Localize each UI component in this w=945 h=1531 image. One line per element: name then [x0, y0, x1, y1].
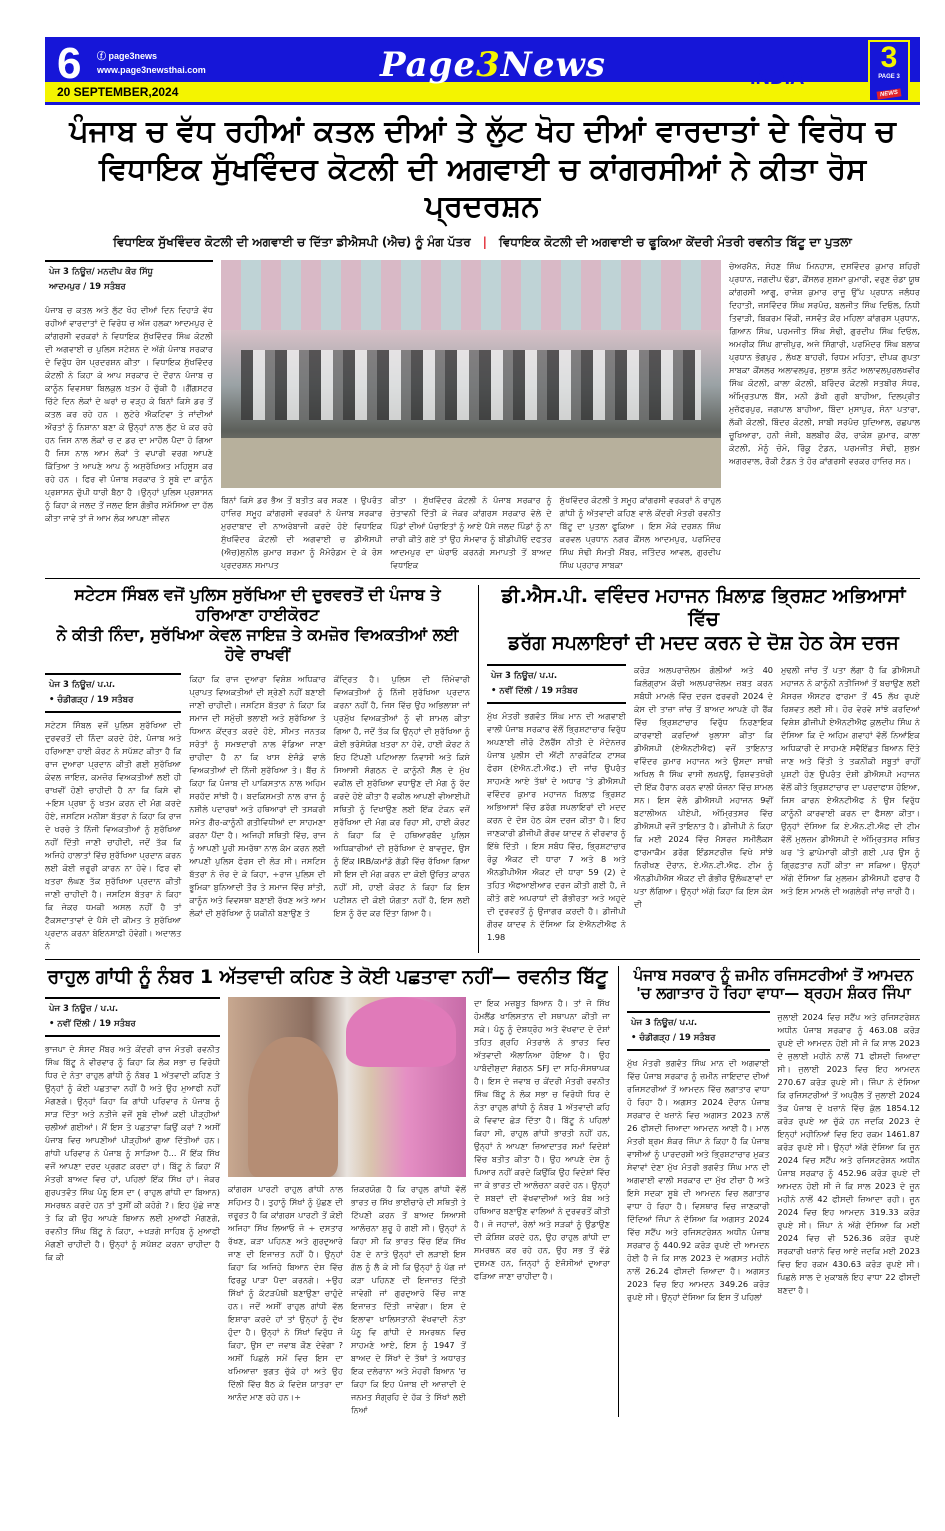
- story1: [45, 260, 920, 572]
- byline: ਪੇਜ 3 ਨਿਊਜ਼ / ਪ.ਪ. • ਨਵੀਂ ਦਿੱਲੀ / 19 ਸਤੰਬਰ: [45, 997, 220, 1037]
- story1-photo-columns: [221, 494, 721, 572]
- story3-body-col3: ਮੁਢਲੀ ਜਾਂਚ ਤੋਂ ਪਤਾ ਲੱਗਾ ਹੈ ਕਿ ਡੀਐਸਪੀ ਮਹਾਜਨ ਨੇ ਕਾਨੂੰਨੀ ਨਤੀਜਿਆਂ ਤੋਂ ਬਚਾਉਣ ਲਈ ਮੈਸਰਜ਼ ਐਸਟਰ ਫਾਰਮਾ ਤੋਂ 45 ਲੱਖ ਰੁਪਏ ਰਿਸ਼ਵਤ ਲਈ ਸੀ। ਹੋਰ ਵੇਰਵੇ ਸਾਂਝੇ ਕਰਦਿਆਂ ਵਿਸ਼ੇਸ਼ ਡੀਜੀਪੀ ਏਐਨਟੀਐਫ ਕੁਲਦੀਪ ਸਿੰਘ ਨੇ ਦੱਸਿਆ ਕਿ ਦੋ ਅਹਿਮ ਗਵਾਹਾਂ ਵੱਲੋਂ ਨਿਆਂਇਕ ਅਧਿਕਾਰੀ ਦੇ ਸਾਹਮਣੇ ਸਵੈਇੱਛਤ ਬਿਆਨ ਦਿੱਤੇ ਜਾਣ ਅਤੇ ਵਿੱਤੀ ਤੇ ਤਕਨੀਕੀ ਸਬੂਤਾਂ ਰਾਹੀਂ ਪੁਸ਼ਟੀ ਹੋਣ ਉਪਰੰਤ ਦੋਸ਼ੀ ਡੀਐਸਪੀ ਮਹਾਜਨ ਵੱਲੋਂ ਕੀਤੇ ਭ੍ਰਿਸ਼ਟਾਚਾਰ ਦਾ ਪਰਦਾਫਾਸ਼ ਹੋਇਆ, ਜਿਸ ਕਾਰਨ ਏਐਨਟੀਐਫ ਨੇ ਉਸ ਵਿਰੁੱਧ ਕਾਨੂੰਨੀ ਕਾਰਵਾਈ ਕਰਨ ਦਾ ਫੈਸਲਾ ਕੀਤਾ। ਉਨ੍ਹਾਂ ਦੱਸਿਆ ਕਿ ਏ.ਐਨ.ਟੀ.ਐਫ ਦੀ ਟੀਮ ਵੱਲੋਂ ਮੁਲਜ਼ਮ ਡੀਐਸਪੀ ਦੇ ਅੰਮ੍ਰਿਤਸਰ ਸਥਿਤ ਘਰ 'ਤੇ ਛਾਪੇਮਾਰੀ ਕੀਤੀ ਗਈ ,ਪਰ ਉਸ ਨੂੰ ਗ੍ਰਿਫ਼ਤਾਰ ਨਹੀਂ ਕੀਤਾ ਜਾ ਸਕਿਆ। ਉਨ੍ਹਾਂ ਅੱਗੇ ਦੱਸਿਆ ਕਿ ਮੁਲਜ਼ਮ ਡੀਐਸਪੀ ਫਰਾਰ ਹੈ ਅਤੇ ਇਸ ਮਾਮਲੇ ਦੀ ਅਗਲੇਰੀ ਜਾਂਚ ਜਾਰੀ ਹੈ।: [781, 664, 920, 896]
- divider: [45, 578, 920, 579]
- story5-body: [627, 1011, 920, 1304]
- website-link[interactable]: www.page3newsthai.com: [97, 65, 206, 75]
- story4-body-col1: ਭਾਜਪਾ ਦੇ ਸੰਸਦ ਮੈਂਬਰ ਅਤੇ ਕੇਂਦਰੀ ਰਾਜ ਮੰਤਰੀ ਰਵਨੀਤ ਸਿੰਘ ਬਿੱਟੂ ਨੇ ਵੀਰਵਾਰ ਨੂੰ ਕਿਹਾ ਕਿ ਲੋਕ ਸਭਾ ਚ ਵਿਰੋਧੀ ਧਿਰ ਦੇ ਨੇਤਾ ਰਾਹੁਲ ਗਾਂਧੀ ਨੂੰ ਨੰਬਰ 1 ਅੱਤਵਾਦੀ ਕਹਿਣ ਤੇ ਉਨ੍ਹਾਂ ਨੂੰ ਕੋਈ ਪਛਤਾਵਾ ਨਹੀਂ ਹੈ ਅਤੇ ਉਹ ਮੁਆਫੀ ਨਹੀਂ ਮੰਗਣਗੇ। ਉਨ੍ਹਾਂ ਕਿਹਾ ਕਿ ਗਾਂਧੀ ਪਰਿਵਾਰ ਨੇ ਪੰਜਾਬ ਨੂੰ ਸਾੜ ਦਿੱਤਾ ਅਤੇ ਨਤੀਜੇ ਵਜੋਂ ਸੂਬੇ ਦੀਆਂ ਕਈ ਪੀੜ੍ਹੀਆਂ ਚਲੀਆਂ ਗਈਆਂ। ਮੈਂ ਇਸ ਤੇ ਪਛਤਾਵਾ ਕਿਉਂ ਕਰਾਂ ? ਅਸੀਂ ਪੰਜਾਬ ਵਿਚ ਆਪਣੀਆਂ ਪੀੜ੍ਹੀਆਂ ਗੁਆ ਦਿੱਤੀਆਂ ਹਨ। ਗਾਂਧੀ ਪਰਿਵਾਰ ਨੇ ਪੰਜਾਬ ਨੂੰ ਸਾੜਿਆ ਹੈ... ਮੈਂ ਇੱਕ ਸਿੱਖ ਵਜੋਂ ਆਪਣਾ ਦਰਦ ਪ੍ਰਗਟ ਕਰਦਾ ਹਾਂ। ਬਿੱਟੂ ਨੇ ਕਿਹਾ ਮੈਂ ਮੰਤਰੀ ਬਾਅਦ ਵਿਚ ਹਾਂ, ਪਹਿਲਾਂ ਇੱਕ ਸਿੱਖ ਹਾਂ। ਜੇਕਰ ਗੁਰਪਤਵੰਤ ਸਿੰਘ ਪੰਨੂ ਇਸ ਦਾ ( ਰਾਹੁਲ ਗਾਂਧੀ ਦਾ ਬਿਆਨ) ਸਮਰਥਨ ਕਰਦੇ ਹਨ ਤਾਂ ਤੁਸੀਂ ਕੀ ਕਹੋਗੇ ?। ਇਹ ਪੁੱਛੇ ਜਾਣ ਤੇ ਕਿ ਕੀ ਉਹ ਆਪਣੇ ਬਿਆਨ ਲਈ ਮੁਆਫੀ ਮੰਗਣਗੇ, ਰਵਨੀਤ ਸਿੰਘ ਬਿੱਟੂ ਨੇ ਕਿਹਾ, ÷ਖੜਗੇ ਸਾਹਿਬ ਨੂੰ ਮੁਆਫੀ ਮੰਗਣੀ ਚਾਹੀਦੀ ਹੈ। ਉਨ੍ਹਾਂ ਨੂੰ ਸਪੱਸ਼ਟ ਕਰਨਾ ਚਾਹੀਦਾ ਹੈ ਕਿ ਕੀ: [45, 1044, 220, 1263]
- story4-body-col2: ਕਾਂਗਰਸ ਪਾਰਟੀ ਰਾਹੁਲ ਗਾਂਧੀ ਨਾਲ ਸਹਿਮਤ ਹੈ। ਤੁਹਾਨੂੰ ਸਿੱਖਾਂ ਨੂੰ ਪੁੱਛਣ ਦੀ ਜ਼ਰੂਰਤ ਹੈ ਕਿ ਕਾਂਗਰਸ ਪਾਰਟੀ ਤੋਂ ਕੋਈ ਅਜਿਹਾ ਸਿੱਖ ਲਿਆਓ ਜੋ ÷ ਦਸਤਾਰ ਰੱਖਣ, ਕੜਾ ਪਹਿਨਣ ਅਤੇ ਗੁਰਦੁਆਰੇ ਜਾਣ ਦੀ ਇਜਾਜ਼ਤ ਨਹੀਂ ਹੈ। ਉਨ੍ਹਾਂ ਕਿਹਾ ਕਿ ਅਜਿਹੇ ਬਿਆਨ ਦੇਸ਼ ਵਿੱਚ ਫਿਰਕੂ ਪਾੜਾ ਪੈਦਾ ਕਰਨਗੇ। ÷ਉਹ ਸਿੱਖਾਂ ਨੂੰ ਕੱਟੜਪੰਥੀ ਬਣਾਉਣਾ ਚਾਹੁੰਦੇ ਹਨ। ਜਦੋਂ ਅਸੀਂ ਰਾਹੁਲ ਗਾਂਧੀ ਵੱਲ ਇਸ਼ਾਰਾ ਕਰਦੇ ਹਾਂ ਤਾਂ ਉਨ੍ਹਾਂ ਨੂੰ ਦੁੱਖ ਹੁੰਦਾ ਹੈ। ਉਨ੍ਹਾਂ ਨੇ ਸਿੱਖਾਂ ਵਿਰੁੱਧ ਜੋ ਕਿਹਾ, ਉਸ ਦਾ ਜਵਾਬ ਕੌਣ ਦੇਵੇਗਾ ? ਅਸੀਂ ਪਿਛਲੇ ਸਮੇਂ ਵਿਚ ਇਸ ਦਾ ਖਮਿਆਜ਼ਾ ਭੁਗਤ ਚੁੱਕੇ ਹਾਂ ਅਤੇ ਉਹ ਦਿੱਲੀ ਵਿੱਚ ਬੈਠ ਕੇ ਵਿਦੇਸ਼ ਯਾਤਰਾ ਦਾ ਆਨੰਦ ਮਾਣ ਰਹੇ ਹਨ।÷: [228, 1184, 343, 1403]
- story4-center: [228, 997, 466, 1417]
- story4: [45, 966, 610, 1418]
- newspaper-page: [45, 0, 920, 1433]
- story2-body-col2: ਕਿਹਾ ਕਿ ਰਾਜ ਦੁਆਰਾ ਵਿਸ਼ੇਸ਼ ਅਧਿਕਾਰ ਪ੍ਰਾਪਤ ਵਿਅਕਤੀਆਂ ਦੀ ਸ਼੍ਰੇਣੀ ਨਹੀਂ ਬਣਾਈ ਜਾਣੀ ਚਾਹੀਦੀ। ਜਸਟਿਸ ਬੱਤਰਾ ਨੇ ਕਿਹਾ ਕਿ ਸਮਾਜ ਦੀ ਸਮੁੱਚੀ ਭਲਾਈ ਅਤੇ ਸੁਰੱਖਿਆ ਤੇ ਧਿਆਨ ਕੇਂਦ੍ਰਤ ਕਰਦੇ ਹੋਏ, ਸੀਮਤ ਜਨਤਕ ਸਰੋਤਾਂ ਨੂੰ ਸਮਝਦਾਰੀ ਨਾਲ ਵੰਡਿਆ ਜਾਣਾ ਚਾਹੀਦਾ ਹੈ ਨਾ ਕਿ ਖਾਸ ਏਜੰਡੇ ਵਾਲੇ ਵਿਅਕਤੀਆਂ ਦੀ ਨਿੱਜੀ ਸੁਰੱਖਿਆ ਤੇ। ਬੈਂਚ ਨੇ ਕਿਹਾ ਕਿ ਪੰਜਾਬ ਦੀ ਪਾਕਿਸਤਾਨ ਨਾਲ ਅਹਿਮ ਸਰਹੱਦ ਸਾਂਝੀ ਹੈ। ਬਦਕਿਸਮਤੀ ਨਾਲ ਰਾਜ ਨੂੰ ਨਸ਼ੀਲੇ ਪਦਾਰਥਾਂ ਅਤੇ ਹਥਿਆਰਾਂ ਦੀ ਤਸਕਰੀ ਸਮੇਤ ਗੈਰ-ਕਾਨੂੰਨੀ ਗਤੀਵਿਧੀਆਂ ਦਾ ਸਾਹਮਣਾ ਕਰਨਾ ਪੈਂਦਾ ਹੈ। ਅਜਿਹੀ ਸਥਿਤੀ ਵਿੱਚ, ਰਾਜ ਨੂੰ ਆਪਣੀ ਪੂਰੀ ਸਮਰੱਥਾ ਨਾਲ ਕੰਮ ਕਰਨ ਲਈ ਆਪਣੀ ਪੁਲਿਸ ਫੋਰਸ ਦੀ ਲੋੜ ਸੀ। ਜਸਟਿਸ ਬੱਤਰਾ ਨੇ ਜ਼ੋਰ ਦੇ ਕੇ ਕਿਹਾ, ÷ਰਾਜ ਪੁਲਿਸ ਦੀ ਭੂਮਿਕਾ ਬੁਨਿਆਦੀ ਤੌਰ ਤੇ ਸਮਾਜ ਵਿੱਚ ਸ਼ਾਂਤੀ, ਕਾਨੂੰਨ ਅਤੇ ਵਿਵਸਥਾ ਬਣਾਈ ਰੱਖਣ ਅਤੇ ਆਮ ਲੋਕਾਂ ਦੀ ਸੁਰੱਖਿਆ ਨੂੰ ਯਕੀਨੀ ਬਣਾਉਣ ਤੇ: [189, 673, 326, 918]
- story4-body-col3: ਜ਼ਿਕਰਯੋਗ ਹੈ ਕਿ ਰਾਹੁਲ ਗਾਂਧੀ ਵੱਲੋਂ ਭਾਰਤ ਚ ਸਿੱਖ ਭਾਈਚਾਰੇ ਦੀ ਸਥਿਤੀ ਤੇ ਟਿੱਪਣੀ ਕਰਨ ਤੋਂ ਬਾਅਦ ਸਿਆਸੀ ਆਲੋਚਨਾ ਸ਼ੁਰੂ ਹੋ ਗਈ ਸੀ। ਉਨ੍ਹਾਂ ਨੇ ਕਿਹਾ ਸੀ ਕਿ ਭਾਰਤ ਵਿੱਚ ਇੱਕ ਸਿੱਖ ਹੋਣ ਦੇ ਨਾਤੇ ਉਨ੍ਹਾਂ ਦੀ ਲੜਾਈ ਇਸ ਗੱਲ ਨੂੰ ਲੈ ਕੇ ਸੀ ਕਿ ਉਨ੍ਹਾਂ ਨੂੰ ਪੱਗ ਜਾਂ ਕੜਾ ਪਹਿਨਣ ਦੀ ਇਜਾਜ਼ਤ ਦਿੱਤੀ ਜਾਵੇਗੀ ਜਾਂ ਗੁਰਦੁਆਰੇ ਵਿੱਚ ਜਾਣ ਇਜਾਜ਼ਤ ਦਿੱਤੀ ਜਾਵੇਗਾ। ਇਸ ਦੇ ਇਲਾਵਾ ਖਾਲਿਸਤਾਨੀ ਵੱਖਵਾਦੀ ਨੇਤਾ ਪੰਨੂ ਵਿ ਗਾਂਧੀ ਦੇ ਸਮਰਥਨ ਵਿਚ ਸਾਹਮਣੇ ਆਏ, ਇਸ ਨੂੰ 1947 ਤੋਂ ਬਾਅਦ ਦੇ ਸਿੱਖਾਂ ਦੇ ਤੱਥਾਂ ਤੇ ਅਧਾਰਤ ਇਕ ਦਲੇਰਾਨਾ ਅਤੇ ਮੋਹਰੀ ਬਿਆਨ 'ਚ ਕਿਹਾ ਕਿ ਇਹ ਪੰਜਾਬ ਦੀ ਆਜ਼ਾਦੀ ਦੇ ਜਨਮਤ ਸੰਗ੍ਰਹਿ ਦੇ ਹੱਕ ਤੇ ਸਿੱਖਾਂ ਲਈ ਨਿਆਂ: [351, 1184, 466, 1416]
- story1-headline: ਪੰਜਾਬ ਚ ਵੱਧ ਰਹੀਆਂ ਕਤਲ ਦੀਆਂ ਤੇ ਲੁੱਟ ਖੋਹ ਦੀਆਂ ਵਾਰਦਾਤਾਂ ਦੇ ਵਿਰੋਧ ਚ ਵਿਧਾਇਕ ਸੁੱਖਵਿੰਦਰ ਕੋਟਲੀ ਦੀ ਅਗਵਾਈ ਚ ਕਾਂਗਰਸੀਆਂ ਨੇ ਕੀਤਾ ਰੋਸ ਪ੍ਰਦਰਸ਼ਨ: [69, 114, 896, 224]
- divider: [618, 966, 619, 1418]
- social-handle[interactable]: page3news: [108, 51, 158, 61]
- story2-body-col1: ਸਟੇਟਸ ਸਿੰਬਲ ਵਜੋਂ ਪੁਲਿਸ ਸੁਰੱਖਿਆ ਦੀ ਦੁਰਵਰਤੋਂ ਦੀ ਨਿੰਦਾ ਕਰਦੇ ਹੋਏ, ਪੰਜਾਬ ਅਤੇ ਹਰਿਆਣਾ ਹਾਈ ਕੋਰਟ ਨੇ ਸਪੱਸ਼ਟ ਕੀਤਾ ਹੈ ਕਿ ਰਾਜ ਦੁਆਰਾ ਪ੍ਰਦਾਨ ਕੀਤੀ ਗਈ ਸੁਰੱਖਿਆ ਕੇਵਲ ਜਾਇਜ਼, ਕਮਜ਼ੋਰ ਵਿਅਕਤੀਆਂ ਲਈ ਹੀ ਰਾਖਵੀਂ ਹੋਣੀ ਚਾਹੀਦੀ ਹੈ ਨਾ ਕਿ ਕਿਸੇ ਵੀ ÷ਇਸ ਪ੍ਰਥਾ ਨੂੰ ਖਤਮ ਕਰਨ ਦੀ ਮੰਗ ਕਰਦੇ ਹੋਏ, ਜਸਟਿਸ ਮਨੀਸ਼ਾ ਬੱਤਰਾ ਨੇ ਕਿਹਾ ਕਿ ਰਾਜ ਦੇ ਖਰਚੇ ਤੇ ਨਿੱਜੀ ਵਿਅਕਤੀਆਂ ਨੂੰ ਸੁਰੱਖਿਆ ਨਹੀਂ ਦਿੱਤੀ ਜਾਣੀ ਚਾਹੀਦੀ, ਜਦੋਂ ਤੱਕ ਕਿ ਅਜਿਹੇ ਹਾਲਾਤਾਂ ਵਿੱਚ ਸੁਰੱਖਿਆ ਪ੍ਰਦਾਨ ਕਰਨ ਲਈ ਕੋਈ ਜ਼ਰੂਰੀ ਕਾਰਨ ਨਾ ਹੋਵੇ। ਫਿਰ ਵੀ ਖ਼ਤਰਾ ਲੰਘਣ ਤੱਕ ਸੁਰੱਖਿਆ ਪ੍ਰਦਾਨ ਕੀਤੀ ਜਾਣੀ ਚਾਹੀਦੀ ਹੈ। ਜਸਟਿਸ ਬੱਤਰਾ ਨੇ ਕਿਹਾ ਕਿ ਜੇਕਰ ਧਮਕੀ ਅਸਲ ਨਹੀਂ ਹੈ ਤਾਂ ਟੈਕਸਦਾਤਾਵਾਂ ਦੇ ਪੈਸੇ ਦੀ ਕੀਮਤ ਤੇ ਸੁਰੱਖਿਆ ਪ੍ਰਦਾਨ ਕਰਨਾ ਬੇਇਨਸਾਫ਼ੀ ਹੋਵੇਗੀ। ਅਦਾਲਤ ਨੇ: [45, 719, 182, 951]
- byline: ਪੇਜ 3 ਨਿਊਜ਼/ ਪ.ਪ. • ਚੰਡੀਗੜ੍ਹ / 19 ਸਤੰਬਰ: [45, 673, 181, 713]
- protest-photo: [221, 260, 721, 488]
- byline: ਪੇਜ 3 ਨਿਊਜ਼/ ਮਨਦੀਪ ਕੌਰ ਸਿੱਧੂ ਆਦਮਪੁਰ / 19 ਸਤੰਬਰ: [45, 260, 213, 298]
- subhead-memorandum: ਵਿਧਾਇਕ ਸੁੱਖਵਿੰਦਰ ਕੋਟਲੀ ਦੀ ਅਗਵਾਈ ਚ ਦਿੱਤਾ ਡੀਐਸਪੀ (ਐਚ) ਨੂੰ ਮੰਗ ਪੱਤਰ: [113, 234, 471, 249]
- byline: ਪੇਜ 3 ਨਿਊਜ਼/ ਪ.ਪ. • ਨਵੀਂ ਦਿੱਲੀ / 19 ਸਤੰਬਰ: [487, 664, 626, 704]
- masthead-links: [97, 49, 206, 77]
- story3-body-col2: ਕਰੋੜ ਅਲਪਰਾਜ਼ੋਲਮ ਗੋਲੀਆਂ ਅਤੇ 40 ਕਿਲੋਗ੍ਰਾਮ ਕੱਚੀ ਅਲਪਰਾਜ਼ੋਲਮ ਜ਼ਬਤ ਕਰਨ ਸਬੰਧੀ ਮਾਮਲੇ ਵਿੱਚ ਦਰਜ ਫਰਵਰੀ 2024 ਦੇ ਕੇਸ ਦੀ ਤਾਜ਼ਾ ਜਾਂਚ ਤੋਂ ਬਾਅਦ ਆਪਣੇ ਹੀ ਰੈਂਕ ਵਿੱਚ ਭ੍ਰਿਸ਼ਟਾਚਾਰ ਵਿਰੁੱਧ ਨਿਰਣਾਇਕ ਕਾਰਵਾਈ ਕਰਦਿਆਂ ਖੁਲਾਸਾ ਕੀਤਾ ਕਿ ਡੀਐਸਪੀ (ਏਐਨਟੀਐਫ) ਵਜੋਂ ਤਾਇਨਾਤ ਵਵਿੰਦਰ ਕੁਮਾਰ ਮਹਾਜਨ ਅਤੇ ਉਸਦਾ ਸਾਥੀ ਅਖਿਲ ਜੈ ਸਿੰਘ ਵਾਸੀ ਲਖਨਊ, ਰਿਸ਼ਵਤਖੋਰੀ ਦੀ ਇੱਕ ਹੈਰਾਨ ਕਰਨ ਵਾਲੀ ਯੋਜਨਾ ਵਿੱਚ ਸ਼ਾਮਲ ਸਨ। ਇਸ ਵੇਲੇ ਡੀਐਸਪੀ ਮਹਾਜਨ 9ਵੀਂ ਬਟਾਲੀਅਨ ਪੀਏਪੀ, ਅੰਮ੍ਰਿਤਸਰ ਵਿੱਚ ਡੀਐਸਪੀ ਵਜੋਂ ਤਾਇਨਾਤ ਹੈ। ਡੀਜੀਪੀ ਨੇ ਕਿਹਾ ਕਿ ਮਈ 2024 ਵਿੱਚ ਮੈਸਰਜ਼ ਸਮੀਲੈਕਸ ਫਾਰਮਾਕੈਮ ਡਰੱਗ ਇੰਡਸਟਰੀਜ਼ ਵਿਖੇ ਸਾਂਝੇ ਨਿਰੀਖਣ ਦੌਰਾਨ, ਏ.ਐਨ.ਟੀ.ਐਫ. ਟੀਮ ਨੂੰ ਐਨਡੀਪੀਐਸ ਐਕਟ ਦੀ ਗੰਭੀਰ ਉਲੰਘਣਾਵਾਂ ਦਾ ਪਤਾ ਲੱਗਿਆ। ਉਨ੍ਹਾਂ ਅੱਗੇ ਕਿਹਾ ਕਿ ਇਸ ਕੇਸ ਦੀ: [634, 664, 773, 909]
- story2: [45, 585, 470, 953]
- story4-headline: ਰਾਹੁਲ ਗਾਂਧੀ ਨੂੰ ਨੰਬਰ 1 ਅੱਤਵਾਦੀ ਕਹਿਣ ਤੇ ਕੋਈ ਪਛਤਾਵਾ ਨਹੀਂ— ਰਵਨੀਤ ਬਿੱਟੂ: [47, 965, 608, 988]
- story1-body-col1: ਪੰਜਾਬ ਚ ਕਤਲ ਅਤੇ ਲੁੱਟ ਖੋਹ ਦੀਆਂ ਦਿਨ ਦਿਹਾੜੇ ਵੱਧ ਰਹੀਆਂ ਵਾਰਦਾਤਾਂ ਦੇ ਵਿਰੋਧ ਚ ਅੱਜ ਹਲਕਾ ਆਦਮਪੁਰ ਦੇ ਕਾਂਗਰਸੀ ਵਰਕਰਾਂ ਨੇ ਵਿਧਾਇਕ ਸੁੱਖਵਿੰਦਰ ਸਿੰਘ ਕੋਟਲੀ ਦੀ ਅਗਵਾਈ ਚ ਪੁਲਿਸ ਸਟੇਸ਼ਨ ਦੇ ਅੱਗੇ ਪੰਜਾਬ ਸਰਕਾਰ ਦੇ ਵਿਰੁੱਧ ਰੋਸ ਪ੍ਰਦਰਸ਼ਨ ਕੀਤਾ । ਵਿਧਾਇਕ ਸੁੱਖਵਿੰਦਰ ਕੋਟਲੀ ਨੇ ਕਿਹਾ ਕੇ ਆਪ ਸਰਕਾਰ ਦੇ ਦੌਰਾਨ ਪੰਜਾਬ ਚ ਕਾਨੂੰਨ ਵਿਵਸਥਾ ਬਿਲਕੁਲ ਖ਼ਤਮ ਹੋ ਚੁੱਕੀ ਹੈ ।ਗੈਂਗਸਟਰ ਚਿੱਟੇ ਦਿਨ ਲੋਕਾਂ ਦੇ ਘਰਾਂ ਚ ਵੜ੍ਹ ਕੇ ਬਿਨਾਂ ਕਿਸੇ ਡਰ ਤੋਂ ਕਤਲ ਕਰ ਰਹੇ ਹਨ । ਲੁਟੇਰੇ ਐਕਟਿਵਾ ਤੇ ਜਾਂਦੀਆਂ ਔਰਤਾਂ ਨੂੰ ਨਿਸ਼ਾਨਾ ਬਣਾ ਕੇ ਉਨ੍ਹਾਂ ਨਾਲ ਲੁੱਟ ਖੋ ਕਰ ਰਹੇ ਹਨ ਜਿਸ ਨਾਲ ਲੋਕਾਂ ਚ ਦ ਡਰ ਦਾ ਮਾਹੌਲ ਪੈਦਾ ਹੋ ਗਿਆ ਹੈ ਜਿਸ ਨਾਲ ਆਮ ਲੋਕਾਂ ਤੇ ਵਪਾਰੀ ਵਰਗ ਆਪਣੇ ਕਿੱਤਿਆ ਤੇ ਆਪਣੇ ਆਪ ਨੂੰ ਅਸੁਰੱਖਿਅਤ ਮਹਿਸੂਸ ਕਰ ਰਹੇ ਹਨ । ਫਿਰ ਵੀ ਪੰਜਾਬ ਸਰਕਾਰ ਤੇ ਸੂਬੇ ਦਾ ਕਾਨੂੰਨ ਪ੍ਰਸ਼ਾਸਨ ਚੁੱਪੀ ਧਾਰੀ ਬੈਠਾ ਹੈ ।ਉਨ੍ਹਾਂ ਪੁਲਿਸ ਪ੍ਰਸ਼ਾਸਨ ਨੂੰ ਕਿਹਾ ਕੇ ਜਲਦ ਤੋਂ ਜਲਦ ਇਸ ਗੰਭੀਰ ਸਮੱਸਿਆ ਦਾ ਹੱਲ ਕੀਤਾ ਜਾਵੇ ਤਾਂ ਜੋ ਆਮ ਲੋਕ ਆਪਣਾ ਜੀਵਨ: [45, 304, 213, 523]
- story1-body-col4: ਸੁੱਖਵਿੰਦਰ ਕੋਟਲੀ ਤੇ ਸਮੂਹ ਕਾਂਗਰਸੀ ਵਰਕਰਾਂ ਨੇ ਰਾਹੁਲ ਗਾਂਧੀ ਨੂੰ ਅੱਤਵਾਦੀ ਕਹਿਣ ਵਾਲੇ ਕੇਂਦਰੀ ਮੰਤਰੀ ਰਵਨੀਤ ਬਿੱਟੂ ਦਾ ਪੁਤਲਾ ਫੂਕਿਆ । ਇਸ ਮੌਕੇ ਦਰਸ਼ਨ ਸਿੰਘ ਕਰਵਲ ਪ੍ਰਧਾਨ ਨਗਰ ਕੌਂਸਲ ਆਦਮਪੁਰ, ਪਰਮਿੰਦਰ ਸਿੰਘ ਸੋਢੀ ਸੰਮਤੀ ਮੈਂਬਰ, ਜਤਿੰਦਰ ਆਵਲ, ਗੁਰਦੀਪ ਸਿੰਘ ਪ੍ਰਹਾਰ ਸਾਬਕਾ: [559, 494, 721, 570]
- facebook-icon: ⓕ: [97, 51, 109, 61]
- issue-date: 20 SEPTEMBER,2024: [57, 85, 179, 99]
- story1-left-column: [45, 260, 213, 525]
- story4-left-column: [45, 997, 220, 1264]
- story4-body-col4: ਦਾ ਇਕ ਮਜ਼ਬੂਤ ਬਿਆਨ ਹੈ। ਤਾਂ ਜੋ ਸਿੱਖ ਹੋਮਲੈਂਡ ਖਾਲਿਸਤਾਨ ਦੀ ਸਥਾਪਨਾ ਕੀਤੀ ਜਾ ਸਕੇ। ਪੰਨੂ ਨੂੰ ਦੇਸ਼ਧ੍ਰੋਹ ਅਤੇ ਵੱਖਵਾਦ ਦੇ ਦੋਸ਼ਾਂ ਤਹਿਤ ਗ੍ਰਹਿ ਮੰਤਰਾਲੇ ਨੇ ਭਾਰਤ ਵਿਚ ਅੱਤਵਾਦੀ ਐਲਾਨਿਆ ਹੋਇਆ ਹੈ। ਉਹ ਪਾਬੰਦੀਸ਼ੁਦਾ ਸੰਗਠਨ SFJ ਦਾ ਸਹਿ-ਸੰਸਥਾਪਕ ਹੈ। ਇਸ ਦੇ ਜਵਾਬ ਚ ਕੇਂਦਰੀ ਮੰਤਰੀ ਰਵਨੀਤ ਸਿੰਘ ਬਿੱਟੂ ਨੇ ਲੋਕ ਸਭਾ ਚ ਵਿਰੋਧੀ ਧਿਰ ਦੇ ਨੇਤਾ ਰਾਹੁਲ ਗਾਂਧੀ ਨੂੰ ਨੰਬਰ 1 ਅੱਤਵਾਦੀ ਕਹਿ ਕੇ ਵਿਵਾਦ ਛੇੜ ਦਿੱਤਾ ਹੈ। ਬਿੱਟੂ ਨੇ ਪਹਿਲਾਂ ਕਿਹਾ ਸੀ, ਰਾਹੁਲ ਗਾਂਧੀ ਭਾਰਤੀ ਨਹੀਂ ਹਨ, ਉਨ੍ਹਾਂ ਨੇ ਆਪਣਾ ਜ਼ਿਆਦਾਤਰ ਸਮਾਂ ਵਿਦੇਸ਼ਾਂ ਵਿੱਚ ਬਤੀਤ ਕੀਤਾ ਹੈ। ਉਹ ਆਪਣੇ ਦੇਸ਼ ਨੂੰ ਪਿਆਰ ਨਹੀਂ ਕਰਦੇ ਕਿਉਂਕਿ ਉਹ ਵਿਦੇਸ਼ਾਂ ਵਿੱਚ ਜਾ ਕੇ ਭਾਰਤ ਦੀ ਆਲੋਚਨਾ ਕਰਦੇ ਹਨ। ਉਨ੍ਹਾਂ ਦੇ ਸ਼ਬਦਾਂ ਦੀ ਵੱਖਵਾਦੀਆਂ ਅਤੇ ਬੰਬ ਅਤੇ ਹਥਿਆਰ ਬਣਾਉਣ ਵਾਲਿਆਂ ਨੇ ਦੁਰਵਰਤੋਂ ਕੀਤੀ ਹੈ। ਜੋ ਜਹਾਜ਼ਾਂ, ਰੇਲਾਂ ਅਤੇ ਸੜਕਾਂ ਨੂੰ ਉਡਾਉਣ ਦੀ ਕੋਸ਼ਿਸ਼ ਕਰਦੇ ਹਨ, ਉਹ ਰਾਹੁਲ ਗਾਂਧੀ ਦਾ ਸਮਰਥਨ ਕਰ ਰਹੇ ਹਨ, ਉਹ ਸਭ ਤੋਂ ਵੱਡੇ ਦੁਸ਼ਮਣ ਹਨ, ਜਿਨ੍ਹਾਂ ਨੂੰ ਏਜੰਸੀਆਂ ਦੁਆਰਾ ਫੜਿਆ ਜਾਣਾ ਚਾਹੀਦਾ ਹੈ।: [474, 998, 610, 1282]
- masthead: [45, 37, 920, 105]
- politicians-photo: [228, 997, 466, 1177]
- story4-photo-columns: [228, 1183, 466, 1417]
- divider: [45, 959, 920, 960]
- section-3: [45, 966, 920, 1418]
- subhead-separator: |: [482, 234, 488, 249]
- story2-body: [45, 673, 470, 953]
- story5-headline: ਪੰਜਾਬ ਸਰਕਾਰ ਨੂੰ ਜ਼ਮੀਨ ਰਜਿਸਟਰੀਆਂ ਤੋਂ ਆਮਦਨ 'ਚ ਲਗਾਤਾਰ ਹੋ ਰਿਹਾ ਵਾਧਾ— ਬ੍ਰਹਮ ਸ਼ੰਕਰ ਜਿੰਪਾ: [633, 965, 914, 1003]
- story1-center: [221, 260, 721, 572]
- story1-body-col2: ਬਿਨਾਂ ਕਿਸੇ ਡਰ ਭੈਅ ਤੋਂ ਬਤੀਤ ਕਰ ਸਕਣ । ਉਪਰੰਤ ਹਾਜ਼ਿਰ ਸਮੂਹ ਕਾਂਗਰਸੀ ਵਰਕਰਾਂ ਨੇ ਪੰਜਾਬ ਸਰਕਾਰ ਮੁਰਦਾਬਾਦ ਦੀ ਨਾਅਰੇਬਾਜੀ ਕਰਦੇ ਹੋਏ ਵਿਧਾਇਕ ਸੁੱਖਵਿੰਦਰ ਕੋਟਲੀ ਦੀ ਅਗਵਾਈ ਚ ਡੀਐਸਪੀ (ਐਚ)ਸੁਨੀਲ ਕੁਮਾਰ ਸ਼ਰਮਾ ਨੂੰ ਮੈਮੋਰੰਡਮ ਦੇ ਕੇ ਰੋਸ ਪ੍ਰਦਰਸ਼ਨ ਸਮਾਪਤ: [221, 494, 383, 570]
- story1-body-col3: ਕੀਤਾ । ਸੁੱਖਵਿੰਦਰ ਕੋਟਲੀ ਨੇ ਪੰਜਾਬ ਸਰਕਾਰ ਨੂੰ ਚੇਤਾਵਨੀ ਦਿੱਤੀ ਕੇ ਜੇਕਰ ਕਾਂਗਰਸ ਸਰਕਾਰ ਵੇਲੇ ਦੇ ਪਿੰਡਾਂ ਦੀਆਂ ਪੰਚਾਇਤਾਂ ਨੂੰ ਆਏ ਪੈਸੇ ਜਲਦ ਪਿੰਡਾਂ ਨੂੰ ਨਾ ਜ਼ਾਰੀ ਕੀਤੇ ਗਏ ਤਾਂ ਉਹ ਸੋਮਵਾਰ ਨੂੰ ਬੀਡੀਪੀਓ ਦਫਤਰ ਆਦਮਪੁਰ ਦਾ ਘੇਰਾਓ ਕਰਨਗੇ ਸਮਾਪਤੀ ਤੋਂ ਬਾਅਦ ਵਿਧਾਇਕ: [390, 494, 552, 570]
- section-2: [45, 585, 920, 953]
- byline: ਪੇਜ 3 ਨਿਊਜ਼/ ਪ.ਪ. • ਚੰਡੀਗੜ੍ਹ / 19 ਸਤੰਬਰ: [627, 1011, 770, 1051]
- story5-body-col2: ਜੁਲਾਈ 2024 ਵਿਚ ਸਟੈਂਪ ਅਤੇ ਰਜਿਸਟਰੇਸ਼ਨ ਅਧੀਨ ਪੰਜਾਬ ਸਰਕਾਰ ਨੂੰ 463.08 ਕਰੋੜ ਰੁਪਏ ਦੀ ਆਮਦਨ ਹੋਈ ਸੀ ਜੋ ਕਿ ਸਾਲ 2023 ਦੇ ਜੁਲਾਈ ਮਹੀਨੇ ਨਾਲੋਂ 71 ਫੀਸਦੀ ਜ਼ਿਆਦਾ ਸੀ। ਜੁਲਾਈ 2023 ਵਿਚ ਇਹ ਆਮਦਨ 270.67 ਕਰੋੜ ਰੁਪਏ ਸੀ। ਜਿੰਪਾ ਨੇ ਦੱਸਿਆ ਕਿ ਰਜਿਸਟਰੀਆਂ ਤੋਂ ਅਪ੍ਰੈਲ ਤੋਂ ਜੁਲਾਈ 2024 ਤੱਕ ਪੰਜਾਬ ਦੇ ਖ਼ਜ਼ਾਨੇ ਵਿੱਚ ਕੁੱਲ 1854.12 ਕਰੋੜ ਰੁਪਏ ਆ ਚੁੱਕੇ ਹਨ ਜਦਕਿ 2023 ਦੇ ਇਨ੍ਹਾਂ ਮਹੀਨਿਆਂ ਵਿਚ ਇਹ ਰਕਮ 1461.87 ਕਰੋੜ ਰੁਪਏ ਸੀ। ਉਨ੍ਹਾਂ ਅੱਗੇ ਦੱਸਿਆ ਕਿ ਜੂਨ 2024 ਵਿਚ ਸਟੈਂਪ ਅਤੇ ਰਜਿਸਟਰੇਸ਼ਨ ਅਧੀਨ ਪੰਜਾਬ ਸਰਕਾਰ ਨੂੰ 452.96 ਕਰੋੜ ਰੁਪਏ ਦੀ ਆਮਦਨ ਹੋਈ ਸੀ ਜੋ ਕਿ ਸਾਲ 2023 ਦੇ ਜੂਨ ਮਹੀਨੇ ਨਾਲੋਂ 42 ਫੀਸਦੀ ਜ਼ਿਆਦਾ ਰਹੀ। ਜੂਨ 2024 ਵਿਚ ਇਹ ਆਮਦਨ 319.33 ਕਰੋੜ ਰੁਪਏ ਸੀ। ਜਿੰਪਾ ਨੇ ਅੱਗੇ ਦੱਸਿਆ ਕਿ ਮਈ 2024 ਵਿਚ ਵੀ 526.36 ਕਰੋੜ ਰੁਪਏ ਸਰਕਾਰੀ ਖਜ਼ਾਨੇ ਵਿਚ ਆਏ ਜਦਕਿ ਮਈ 2023 ਵਿਚ ਇਹ ਰਕਮ 430.63 ਕਰੋੜ ਰੁਪਏ ਸੀ। ਪਿਛਲੇ ਸਾਲ ਦੇ ਮੁਕਾਬਲੇ ਇਹ ਵਾਧਾ 22 ਫੀਸਦੀ ਬਣਦਾ ਹੈ।: [777, 1012, 920, 1295]
- divider: [478, 585, 479, 953]
- story2-body-col3: ਕੇਂਦ੍ਰਿਤ ਹੈ। ਪੁਲਿਸ ਦੀ ਜ਼ਿੰਮੇਵਾਰੀ ਵਿਅਕਤੀਆਂ ਨੂੰ ਨਿੱਜੀ ਸੁਰੱਖਿਆ ਪ੍ਰਦਾਨ ਕਰਨਾ ਨਹੀਂ ਹੈ, ਜਿਸ ਵਿੱਚ ਉਹ ਅਭਿਲਾਸ਼ਾ ਜਾਂ ਪ੍ਰਮੁੱਖ ਵਿਅਕਤੀਆਂ ਨੂੰ ਵੀ ਸ਼ਾਮਲ ਕੀਤਾ ਗਿਆ ਹੈ, ਜਦੋਂ ਤੱਕ ਕਿ ਉਨ੍ਹਾਂ ਦੀ ਸੁਰੱਖਿਆ ਨੂੰ ਕੋਈ ਭਰੋਸੇਯੋਗ ਖ਼ਤਰਾ ਨਾ ਹੋਵੇ, ਹਾਈ ਕੋਰਟ ਨੇ ਇਹ ਟਿੱਪਣੀ ਪਟਿਆਲਾ ਨਿਵਾਸੀ ਅਤੇ ਕਿਸੇ ਸਿਆਸੀ ਸੰਗਠਨ ਦੇ ਕਾਨੂੰਨੀ ਸੈੱਲ ਦੇ ਮੁੱਖ ਵਕੀਲ ਦੀ ਸੁਰੱਖਿਆ ਵਧਾਉਣ ਦੀ ਮੰਗ ਨੂੰ ਰੱਦ ਕਰਦੇ ਹੋਏ ਕੀਤਾ ਹੈ ਵਕੀਲ ਆਪਣੀ ਵੀਆਈਪੀ ਸਥਿਤੀ ਨੂੰ ਦਿਖਾਉਣ ਲਈ ਇੱਕ ਟੋਕਨ ਵਜੋਂ ਸੁਰੱਖਿਆ ਦੀ ਮੰਗ ਕਰ ਰਿਹਾ ਸੀ, ਹਾਈ ਕੋਰਟ ਨੇ ਕਿਹਾ ਕਿ ਦੋ ਹਥਿਆਰਬੰਦ ਪੁਲਿਸ ਅਧਿਕਾਰੀਆਂ ਦੀ ਸੁਰੱਖਿਆ ਦੇ ਬਾਵਜੂਦ, ਉਸ ਨੂੰ ਇੱਕ IRB/ਕਮਾਂਡੋ ਗੱਡੀ ਵਿੱਚ ਰੱਖਿਆ ਗਿਆ ਸੀ ਇਸ ਦੀ ਮੰਗ ਕਰਨ ਦਾ ਕੋਈ ਉਚਿਤ ਕਾਰਨ ਨਹੀਂ ਸੀ, ਹਾਈ ਕੋਰਟ ਨੇ ਕਿਹਾ ਕਿ ਇਸ ਪਟੀਸ਼ਨ ਦੀ ਕੋਈ ਯੋਗਤਾ ਨਹੀਂ ਹੈ, ਇਸ ਲਈ ਇਸ ਨੂੰ ਰੱਦ ਕਰ ਦਿੱਤਾ ਗਿਆ ਹੈ।: [333, 673, 470, 918]
- story5-body-col1: ਮੁੱਖ ਮੰਤਰੀ ਭਗਵੰਤ ਸਿੰਘ ਮਾਨ ਦੀ ਅਗਵਾਈ ਵਿੱਚ ਪੰਜਾਬ ਸਰਕਾਰ ਨੂੰ ਜ਼ਮੀਨ ਜਾਇਦਾਦ ਦੀਆਂ ਰਜਿਸਟਰੀਆਂ ਤੋਂ ਆਮਦਨ ਵਿੱਚ ਲਗਾਤਾਰ ਵਾਧਾ ਹੋ ਰਿਹਾ ਹੈ। ਅਗਸਤ 2024 ਦੌਰਾਨ ਪੰਜਾਬ ਸਰਕਾਰ ਦੇ ਖਜ਼ਾਨੇ ਵਿਚ ਅਗਸਤ 2023 ਨਾਲੋਂ 26 ਫੀਸਦੀ ਜ਼ਿਆਦਾ ਆਮਦਨ ਆਈ ਹੈ। ਮਾਲ ਮੰਤਰੀ ਬ੍ਰਮ ਸ਼ੰਕਰ ਜਿੰਪਾ ਨੇ ਕਿਹਾ ਹੈ ਕਿ ਪੰਜਾਬ ਵਾਸੀਆਂ ਨੂੰ ਪਾਰਦਰਸ਼ੀ ਅਤੇ ਭ੍ਰਿਸ਼ਟਾਚਾਰ ਮੁਕਤ ਸੇਵਾਵਾਂ ਦੇਣਾ ਮੁੱਖ ਮੰਤਰੀ ਭਗਵੰਤ ਸਿੰਘ ਮਾਨ ਦੀ ਅਗਵਾਈ ਵਾਲੀ ਸਰਕਾਰ ਦਾ ਮੁੱਖ ਟੀਚਾ ਹੈ ਅਤੇ ਇਸੇ ਸਦਕਾ ਸੂਬੇ ਦੀ ਆਮਦਨ ਵਿਚ ਲਗਾਤਾਰ ਵਾਧਾ ਹੋ ਰਿਹਾ ਹੈ। ਵਿਸਥਾਰ ਵਿਚ ਜਾਣਕਾਰੀ ਦਿੰਦਿਆਂ ਜਿੰਪਾ ਨੇ ਦੱਸਿਆ ਕਿ ਅਗਸਤ 2024 ਵਿੱਚ ਸਟੈਂਪ ਅਤੇ ਰਜਿਸਟਰੇਸ਼ਨ ਅਧੀਨ ਪੰਜਾਬ ਸਰਕਾਰ ਨੂੰ 440.92 ਕਰੋੜ ਰੁਪਏ ਦੀ ਆਮਦਨ ਹੋਈ ਹੈ ਜੋ ਕਿ ਸਾਲ 2023 ਦੇ ਅਗਸਤ ਮਹੀਨੇ ਨਾਲੋਂ 26.24 ਫੀਸਦੀ ਜ਼ਿਆਦਾ ਹੈ। ਅਗਸਤ 2023 ਵਿਚ ਇਹ ਆਮਦਨ 349.26 ਕਰੋੜ ਰੁਪਏ ਸੀ। ਉਨ੍ਹਾਂ ਦੱਸਿਆ ਕਿ ਇਸ ਤੋਂ ਪਹਿਲਾਂ: [627, 1058, 770, 1302]
- newspaper-logo: Page3News: [380, 45, 606, 85]
- page3-badge-logo: 3 PAGE 3 NEWS: [868, 40, 910, 102]
- story1-body-col5: ਚੇਅਰਮੈਨ, ਸੋਹਣ ਸਿੰਘ ਮਿਨਹਾਸ, ਦਸਵਿੰਦਰ ਕੁਮਾਰ ਸ਼ਹਿਰੀ ਪ੍ਰਧਾਨ, ਜਗਦੀਪ ਢੱਡਾ, ਕੌਂਸਲਰ ਸੁਸ਼ਮਾ ਕੁਮਾਰੀ, ਵਰੁਣ ਚੋਡਾ ਯੂਥ ਕਾਂਗਰਸੀ ਆਗੂ, ਰਾਜੇਸ਼ ਕੁਮਾਰ ਰਾਜੂ ਉੱਪ ਪ੍ਰਧਾਨ ਜਲੰਧਰ ਦਿਹਾਤੀ, ਜਸਵਿੰਦਰ ਸਿੰਘ ਸਰਪੰਚ, ਬਲਜੀਤ ਸਿੰਘ ਦਿਓਲ, ਨਿਧੀ ਤਿਵਾੜੀ, ਬਿਕਰਮ ਵਿੱਕੀ, ਜਸਵੰਤ ਕੌਰ ਮਹਿਲਾ ਕਾਂਗਰਸ ਪ੍ਰਧਾਨ, ਗਿਆਨ ਸਿੰਘ, ਪਰਮਜੀਤ ਸਿੰਘ ਸੋਢੀ, ਗੁਰਦੀਪ ਸਿੰਘ ਦਿਓਲ, ਅਮਰੀਕ ਸਿੰਘ ਗਾਜ਼ੀਪੁਰ, ਅਜੇ ਸਿੰਗਾਰੀ, ਪਰਮਿੰਦਰ ਸਿੰਘ ਬਲਾਕ ਪ੍ਰਧਾਨ ਭੋਗਪੁਰ , ਲੱਖਣ ਬਾਹਰੀ, ਰਿਧਮ ਮਹਿਤਾ, ਦੀਪਕ ਗੁਪਤਾ ਸਾਬਕਾ ਕੌਂਸਲਰ ਅਲਾਵਲਪੁਰ, ਸੁਭਾਸ਼ ਭਨੋਟ ਅਲਾਵਲਪੁਰਲਖਵੀਰ ਸਿੰਘ ਕੋਟਲੀ, ਕਾਲਾ ਕੋਟਲੀ, ਬਰਿੰਦਰ ਕੋਟਲੀ ਸਤਬੀਰ ਸੰਧਰ, ਅੰਮ੍ਰਿਤਪਾਲ ਬੈਂਸ, ਮਨੀ ਡੱਖੀ ਗੁਰੀ ਬਾਹੀਆ, ਦਿਲਪ੍ਰੀਤ ਮੁਜ਼ੱਫਰਪੁਰ, ਜਗਪਾਲ ਬਾਹੀਆ, ਬਿੰਦਾ ਮੁਸਾਪੁਰ, ਸੋਨਾ ਪਤਾਰਾ, ਲੱਕੀ ਕੋਟਲੀ, ਬਿੰਦਰ ਕੋਟਲੀ, ਸਾਬੀ ਸਰਪੰਚ ਧੁਦਿਆਲ, ਰਛਪਾਲ ਚੂਖਿਆਰਾ, ਹਨੀ ਜੋਸ਼ੀ, ਬਲਬੀਰ ਕੌਰ, ਰਾਕੇਸ਼ ਕੁਮਾਰ, ਕਾਲਾ ਕੋਟਲੀ, ਮੋਨੂੰ ਚੋਮੋ, ਰਿੰਕੂ ਟੰਡਨ, ਪਰਮਜੀਤ ਸੋਢੀ, ਸ਼ੁਭਮ ਅਗਰਵਾਲ, ਰੌਕੀ ਟੰਡਨ ਤੇ ਹੋਰ ਕਾਂਗਰਸੀ ਵਰਕਰ ਹਾਜ਼ਿਰ ਸਨ।: [729, 260, 920, 466]
- story4-body: [45, 997, 610, 1417]
- story3-headline: ਡੀ.ਐਸ.ਪੀ. ਵਵਿੰਦਰ ਮਹਾਜਨ ਖ਼ਿਲਾਫ਼ ਭ੍ਰਿਸ਼ਟ ਅਭਿਆਸਾਂ ਵਿੱਚ ਡਰੱਗ ਸਪਲਾਇਰਾਂ ਦੀ ਮਦਦ ਕਰਨ ਦੇ ਦੋਸ਼ ਹੇਠ ਕੇਸ ਦਰਜ: [501, 584, 906, 654]
- subhead-effigy: ਵਿਧਾਇਕ ਕੋਟਲੀ ਦੀ ਅਗਵਾਈ ਚ ਫੂਕਿਆ ਕੇਂਦਰੀ ਮੰਤਰੀ ਰਵਨੀਤ ਬਿੱਟੂ ਦਾ ਪੁਤਲਾ: [499, 234, 852, 249]
- story2-headline: ਸਟੇਟਸ ਸਿੰਬਲ ਵਜੋਂ ਪੁਲਿਸ ਸੁਰੱਖਿਆ ਦੀ ਦੁਰਵਰਤੋਂ ਦੀ ਪੰਜਾਬ ਤੇ ਹਰਿਆਣਾ ਹਾਈਕੋਰਟ ਨੇ ਕੀਤੀ ਨਿੰਦਾ, ਸੁਰੱਖਿਆ ਕੇਵਲ ਜਾਇਜ਼ ਤੇ ਕਮਜ਼ੋਰ ਵਿਅਕਤੀਆਂ ਲਈ ਹੋਵੇ ਰਾਖਵੀਂ: [56, 584, 459, 664]
- story3-body-col1: ਮੁੱਖ ਮੰਤਰੀ ਭਗਵੰਤ ਸਿੰਘ ਮਾਨ ਦੀ ਅਗਵਾਈ ਵਾਲੀ ਪੰਜਾਬ ਸਰਕਾਰ ਵੱਲੋਂ ਭ੍ਰਿਸ਼ਟਾਚਾਰ ਵਿਰੁੱਧ ਅਪਣਾਈ ਜ਼ੀਰੋ ਟੌਲਰੈਂਸ ਨੀਤੀ ਦੇ ਮੱਦੇਨਜ਼ਰ ਪੰਜਾਬ ਪੁਲੀਸ ਦੀ ਐਂਟੀ ਨਾਰਕੋਟਿਕ ਟਾਸਕ ਫੋਰਸ (ਏਐਨ.ਟੀ.ਐਫ.) ਦੀ ਜਾਂਚ ਉਪਰੰਤ ਸਾਹਮਣੇ ਆਏ ਤੱਥਾਂ ਦੇ ਅਧਾਰ 'ਤੇ ਡੀਐਸਪੀ ਵਵਿੰਦਰ ਕੁਮਾਰ ਮਹਾਜਨ ਖ਼ਿਲਾਫ਼ ਭ੍ਰਿਸ਼ਟ ਅਭਿਆਸਾਂ ਵਿੱਚ ਡਰੱਗ ਸਪਲਾਇਰਾਂ ਦੀ ਮਦਦ ਕਰਨ ਦੇ ਦੋਸ਼ ਹੇਠ ਕੇਸ ਦਰਜ ਕੀਤਾ ਹੈ। ਇਹ ਜਾਣਕਾਰੀ ਡੀਜੀਪੀ ਗੌਰਵ ਯਾਦਵ ਨੇ ਵੀਰਵਾਰ ਨੂੰ ਇੱਥੇ ਦਿੱਤੀ । ਇਸ ਸਬੰਧ ਵਿੱਚ, ਭ੍ਰਿਸ਼ਟਾਚਾਰ ਰੋਕੂ ਐਕਟ ਦੀ ਧਾਰਾ 7 ਅਤੇ 8 ਅਤੇ ਐਨਡੀਪੀਐਸ ਐਕਟ ਦੀ ਧਾਰਾ 59 (2) ਦੇ ਤਹਿਤ ਐਫਆਈਆਰ ਦਰਜ ਕੀਤੀ ਗਈ ਹੈ, ਜੋ ਕੀਤੇ ਗਏ ਅਪਰਾਧਾਂ ਦੀ ਗੰਭੀਰਤਾ ਅਤੇ ਅਹੁਦੇ ਦੀ ਦੁਰਵਰਤੋਂ ਨੂੰ ਉਜਾਗਰ ਕਰਦੀ ਹੈ। ਡੀਜੀਪੀ ਗੌਰਵ ਯਾਦਵ ਨੇ ਦੱਸਿਆ ਕਿ ਏਐਨਟੀਐਫ ਨੇ 1.98: [487, 710, 626, 942]
- story3: [487, 585, 920, 944]
- story5: [627, 966, 920, 1305]
- page-number: 6: [57, 39, 82, 88]
- story3-body: [487, 664, 920, 944]
- edition-label: INDIA: [750, 67, 805, 89]
- story1-subheads: [45, 234, 920, 250]
